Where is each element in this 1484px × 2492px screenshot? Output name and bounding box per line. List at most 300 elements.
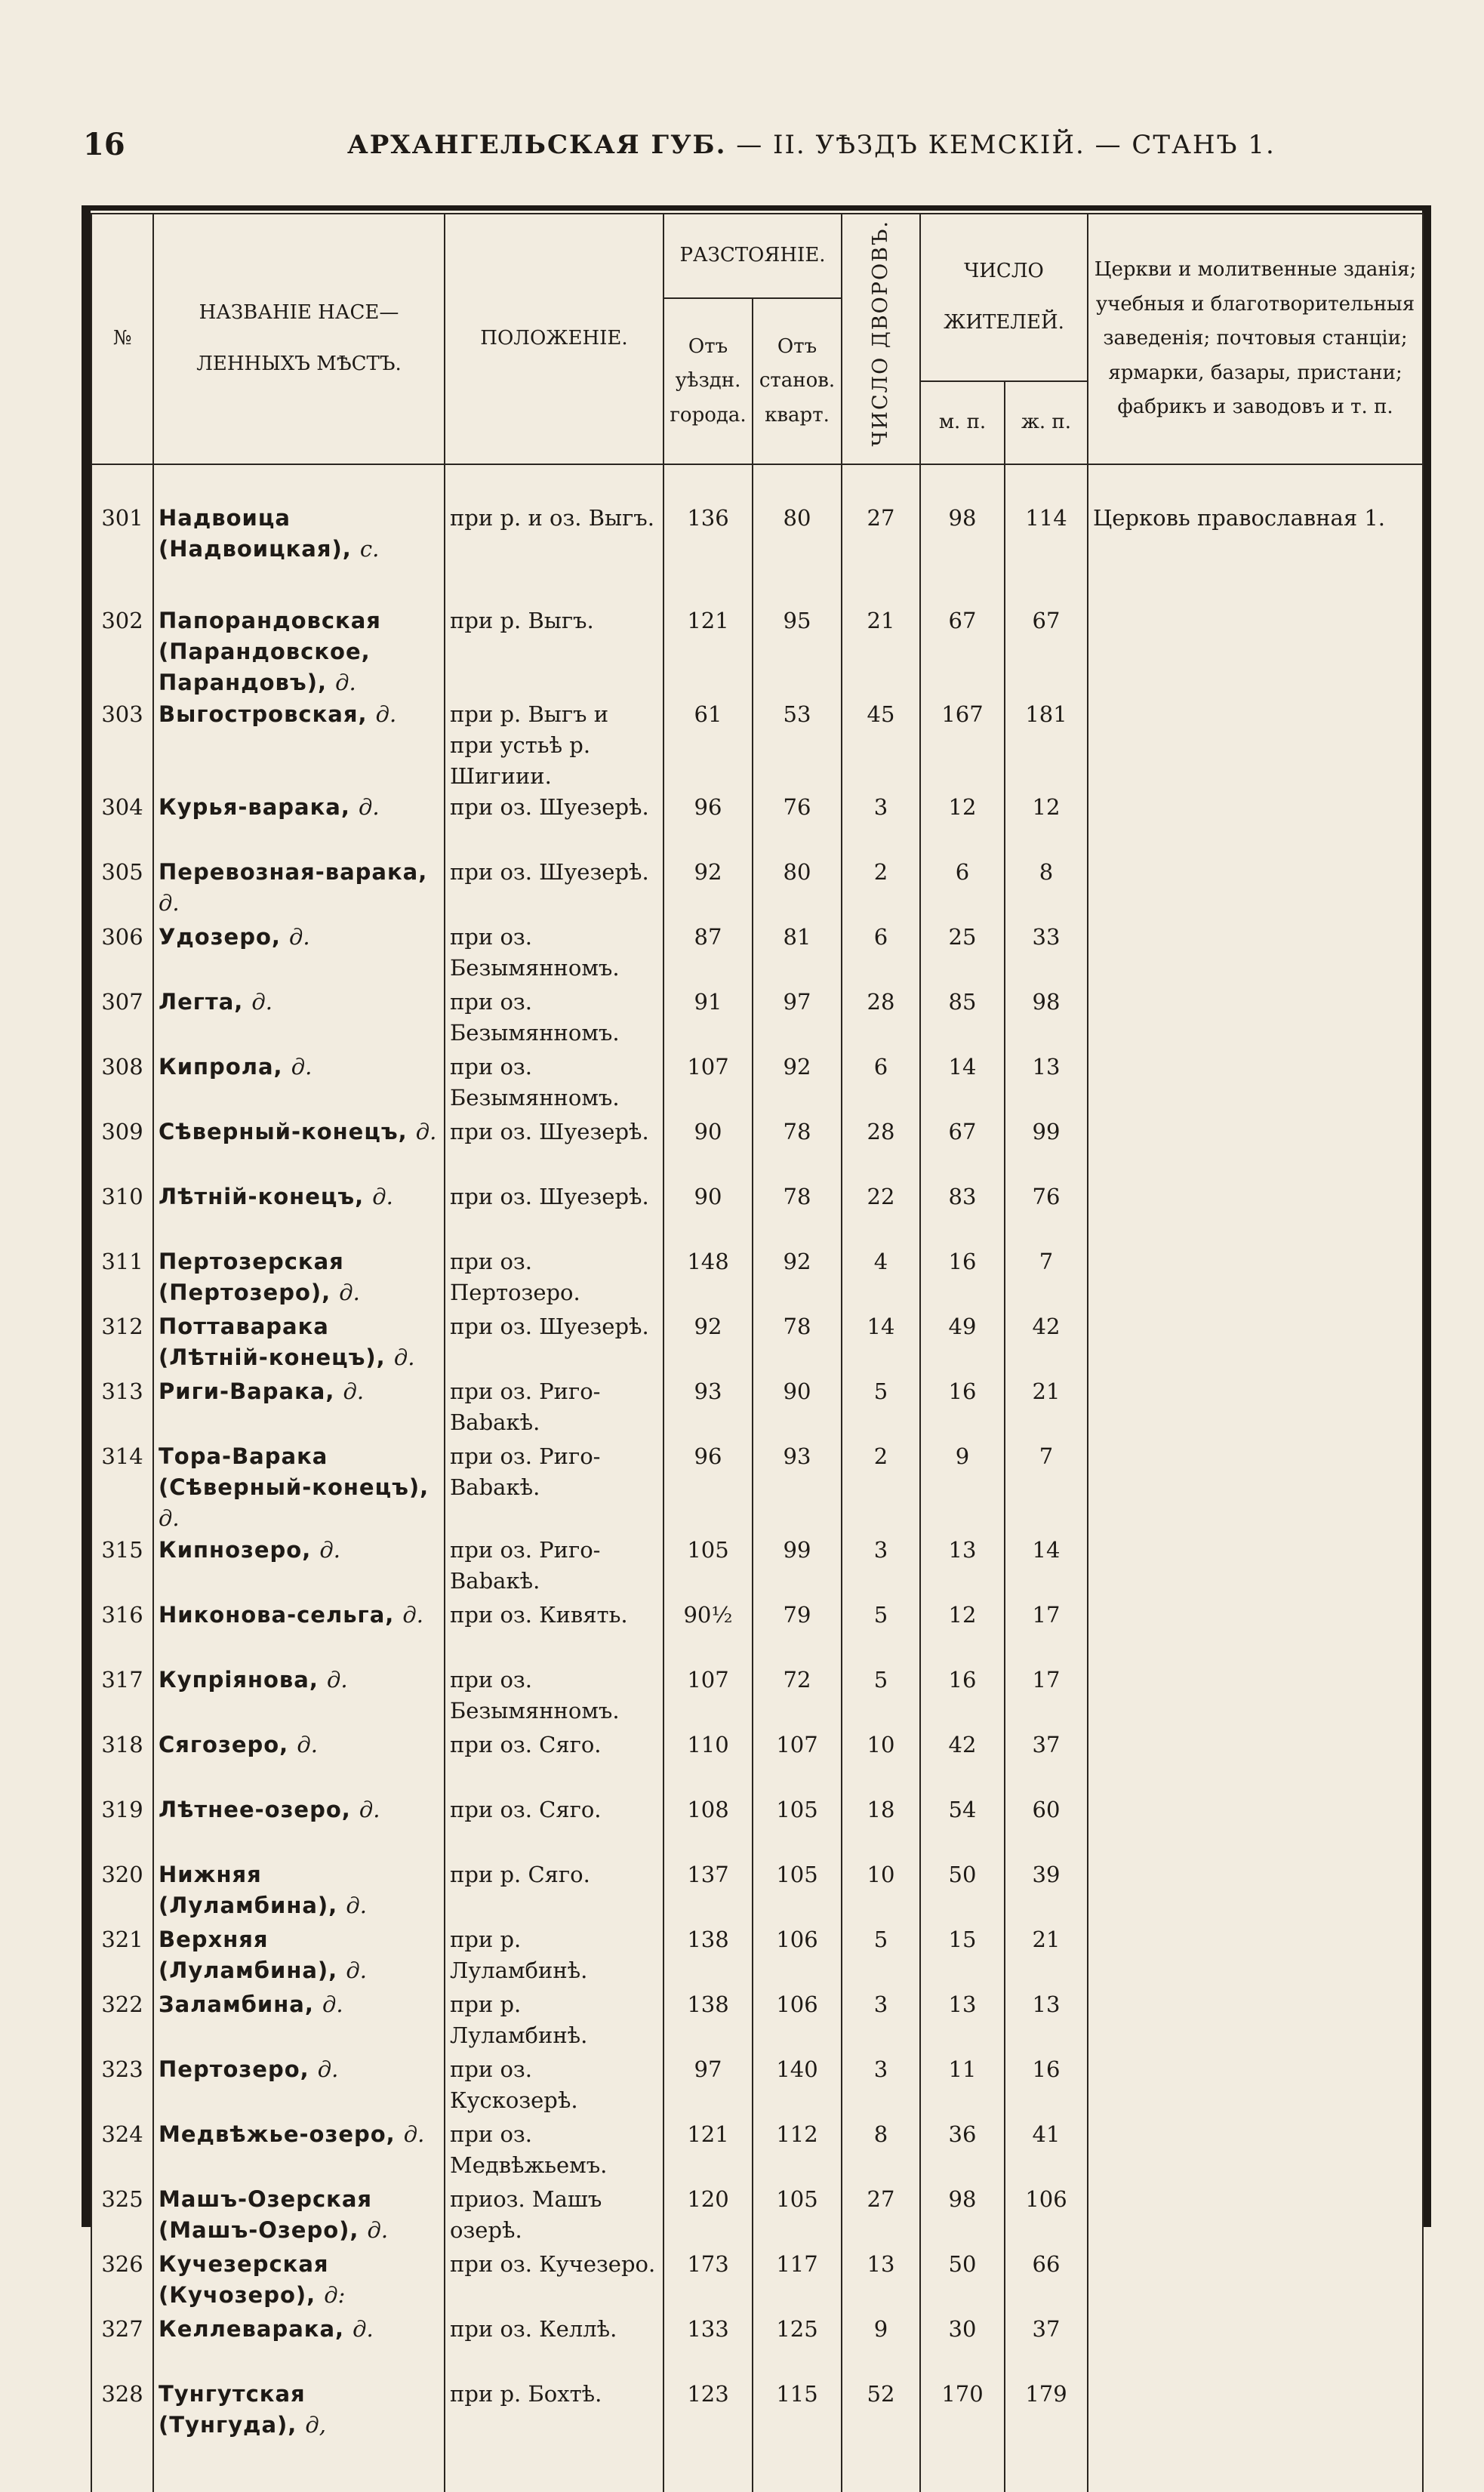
male-count: 16 bbox=[920, 1246, 1005, 1311]
male-count: 14 bbox=[920, 1052, 1005, 1117]
female-count: 7 bbox=[1005, 1246, 1088, 1311]
male-count: 13 bbox=[920, 1535, 1005, 1600]
female-count: 76 bbox=[1005, 1181, 1088, 1246]
settlement-type: д. bbox=[159, 890, 180, 916]
female-count: 21 bbox=[1005, 1924, 1088, 1989]
institutions: Церковь православная 1. bbox=[1088, 464, 1423, 605]
distance-from-camp: 112 bbox=[753, 2119, 842, 2184]
settlement-position: при оз. Кивять. bbox=[445, 1600, 663, 1665]
settlement-name-text: Легта, bbox=[159, 989, 244, 1015]
settlement-position: при оз. Сяго. bbox=[445, 1730, 663, 1794]
male-count: 98 bbox=[920, 2184, 1005, 2249]
table-row bbox=[91, 1311, 1423, 1376]
institutions bbox=[1088, 857, 1423, 922]
settlement-type: д. bbox=[402, 1601, 424, 1628]
institutions bbox=[1088, 1989, 1423, 2054]
table-row bbox=[91, 1600, 1423, 1665]
settlement-type: д: bbox=[324, 2281, 346, 2308]
row-number: 322 bbox=[91, 1989, 153, 2054]
distance-from-city: 97 bbox=[663, 2054, 753, 2119]
table-row bbox=[91, 1859, 1423, 1924]
col-households-header bbox=[842, 214, 920, 464]
settlement-name bbox=[153, 1924, 445, 1989]
distance-from-camp: 107 bbox=[753, 1730, 842, 1794]
row-number: 313 bbox=[91, 1376, 153, 1441]
settlement-name bbox=[153, 605, 445, 699]
institutions bbox=[1088, 1376, 1423, 1441]
households-count: 5 bbox=[842, 1376, 920, 1441]
settlement-name bbox=[153, 1311, 445, 1376]
female-count: 21 bbox=[1005, 1376, 1088, 1441]
row-number: 324 bbox=[91, 2119, 153, 2184]
institutions bbox=[1088, 1181, 1423, 1246]
settlement-name-text: Машъ-Озерская (Машъ-Озеро), bbox=[159, 2186, 373, 2243]
table-row bbox=[91, 1730, 1423, 1794]
distance-from-city: 148 bbox=[663, 1246, 753, 1311]
settlement-name-text: Келлеварака, bbox=[159, 2315, 345, 2342]
settlement-position: при р. Сяго. bbox=[445, 1859, 663, 1924]
table-row bbox=[91, 1441, 1423, 1535]
table-row bbox=[91, 699, 1423, 793]
col-inhabitants-line-1: ЧИСЛО bbox=[964, 260, 1044, 283]
settlement-name-text: Никонова-сельга, bbox=[159, 1601, 395, 1628]
distance-from-city: 61 bbox=[663, 699, 753, 793]
households-count: 5 bbox=[842, 1665, 920, 1730]
institutions bbox=[1088, 792, 1423, 857]
settlement-name-text: Тунгутская (Тунгуда), bbox=[159, 2380, 306, 2438]
settlement-position: при оз. Шуезерѣ. bbox=[445, 1117, 663, 1181]
settlement-type: д. bbox=[291, 1054, 313, 1080]
female-count: 13 bbox=[1005, 1989, 1088, 2054]
distance-from-city: 96 bbox=[663, 1441, 753, 1535]
male-count: 50 bbox=[920, 2249, 1005, 2314]
settlement-position: при оз. Безымянномъ. bbox=[445, 1052, 663, 1117]
settlement-name bbox=[153, 2249, 445, 2314]
dist-camp-line-3: кварт. bbox=[765, 403, 830, 427]
row-number: 319 bbox=[91, 1794, 153, 1859]
male-count: 67 bbox=[920, 605, 1005, 699]
institutions bbox=[1088, 1665, 1423, 1730]
female-count: 17 bbox=[1005, 1665, 1088, 1730]
row-number: 316 bbox=[91, 1600, 153, 1665]
institutions bbox=[1088, 2249, 1423, 2314]
settlement-name bbox=[153, 464, 445, 605]
households-count: 13 bbox=[842, 2249, 920, 2314]
table-row bbox=[91, 2119, 1423, 2184]
female-count: 7 bbox=[1005, 1441, 1088, 1535]
institutions bbox=[1088, 605, 1423, 699]
settlement-name bbox=[153, 1181, 445, 1246]
distance-from-city: 87 bbox=[663, 922, 753, 987]
institutions bbox=[1088, 2379, 1423, 2492]
dist-city-line-1: Отъ bbox=[688, 334, 728, 358]
institutions bbox=[1088, 1859, 1423, 1924]
col-number-header: № bbox=[91, 214, 153, 464]
distance-from-city: 107 bbox=[663, 1052, 753, 1117]
households-count: 10 bbox=[842, 1730, 920, 1794]
distance-from-camp: 79 bbox=[753, 1600, 842, 1665]
distance-from-camp: 125 bbox=[753, 2314, 842, 2379]
female-count: 106 bbox=[1005, 2184, 1088, 2249]
running-title-province: АРХАНГЕЛЬСКАЯ ГУБ. bbox=[347, 130, 727, 160]
settlement-position: при оз. Медвѣжьемъ. bbox=[445, 2119, 663, 2184]
households-count: 14 bbox=[842, 1311, 920, 1376]
institutions bbox=[1088, 1600, 1423, 1665]
male-count: 12 bbox=[920, 1600, 1005, 1665]
male-count: 36 bbox=[920, 2119, 1005, 2184]
row-number: 327 bbox=[91, 2314, 153, 2379]
distance-from-camp: 90 bbox=[753, 1376, 842, 1441]
institutions bbox=[1088, 2054, 1423, 2119]
distance-from-camp: 105 bbox=[753, 2184, 842, 2249]
table-row bbox=[91, 1246, 1423, 1311]
male-count: 85 bbox=[920, 987, 1005, 1052]
table-row bbox=[91, 1052, 1423, 1117]
table-row bbox=[91, 1117, 1423, 1181]
households-count: 3 bbox=[842, 1535, 920, 1600]
settlement-name-text: Кучезерская (Кучозеро), bbox=[159, 2250, 329, 2308]
settlement-name bbox=[153, 699, 445, 793]
institutions bbox=[1088, 1535, 1423, 1600]
settlement-name bbox=[153, 792, 445, 857]
male-count: 167 bbox=[920, 699, 1005, 793]
distance-from-camp: 78 bbox=[753, 1117, 842, 1181]
row-number: 325 bbox=[91, 2184, 153, 2249]
table-row bbox=[91, 464, 1423, 605]
distance-from-camp: 115 bbox=[753, 2379, 842, 2492]
male-count: 11 bbox=[920, 2054, 1005, 2119]
running-title bbox=[347, 130, 1276, 160]
col-name-header bbox=[153, 214, 445, 464]
settlement-position: при оз. Шуезерѣ. bbox=[445, 1311, 663, 1376]
male-count: 42 bbox=[920, 1730, 1005, 1794]
settlement-type: д. bbox=[415, 1119, 437, 1145]
table-row bbox=[91, 605, 1423, 699]
institutions bbox=[1088, 1246, 1423, 1311]
settlement-position: при оз. Безымянномъ. bbox=[445, 922, 663, 987]
distance-from-camp: 92 bbox=[753, 1246, 842, 1311]
row-number: 310 bbox=[91, 1181, 153, 1246]
settlement-name bbox=[153, 1730, 445, 1794]
institutions bbox=[1088, 1311, 1423, 1376]
distance-from-city: 92 bbox=[663, 1311, 753, 1376]
settlement-type: д. bbox=[346, 1957, 367, 1983]
settlement-position: при оз. Безымянномъ. bbox=[445, 1665, 663, 1730]
settlement-position: при оз. Риго-Babакѣ. bbox=[445, 1535, 663, 1600]
table-row bbox=[91, 1181, 1423, 1246]
settlement-name-text: Перевозная-варака, bbox=[159, 859, 428, 886]
settlement-type: д. bbox=[353, 2315, 374, 2342]
table-row bbox=[91, 1924, 1423, 1989]
male-count: 15 bbox=[920, 1924, 1005, 1989]
row-number: 328 bbox=[91, 2379, 153, 2492]
households-count: 21 bbox=[842, 605, 920, 699]
row-number: 301 bbox=[91, 464, 153, 605]
settlement-name-text: Риги-Варака, bbox=[159, 1378, 335, 1405]
row-number: 304 bbox=[91, 792, 153, 857]
male-count: 170 bbox=[920, 2379, 1005, 2492]
male-count: 30 bbox=[920, 2314, 1005, 2379]
households-count: 6 bbox=[842, 922, 920, 987]
settlement-name bbox=[153, 922, 445, 987]
settlement-type: д. bbox=[289, 924, 310, 950]
institutions bbox=[1088, 2184, 1423, 2249]
settlement-name-text: Верхняя (Луламбина), bbox=[159, 1926, 338, 1983]
households-count: 28 bbox=[842, 1117, 920, 1181]
settlement-name bbox=[153, 1794, 445, 1859]
female-count: 181 bbox=[1005, 699, 1088, 793]
settlement-position: при оз. Риго-Babакѣ. bbox=[445, 1376, 663, 1441]
settlement-type: д. bbox=[375, 701, 397, 727]
distance-from-camp: 93 bbox=[753, 1441, 842, 1535]
distance-from-city: 123 bbox=[663, 2379, 753, 2492]
male-count: 16 bbox=[920, 1376, 1005, 1441]
settlement-name bbox=[153, 2119, 445, 2184]
page-number: 16 bbox=[83, 127, 125, 162]
table-row bbox=[91, 2184, 1423, 2249]
female-count: 37 bbox=[1005, 2314, 1088, 2379]
col-name-line-2: ЛЕННЫХЪ МѢСТЪ. bbox=[196, 353, 402, 375]
institutions bbox=[1088, 699, 1423, 793]
row-number: 315 bbox=[91, 1535, 153, 1600]
settlement-name bbox=[153, 857, 445, 922]
settlement-name-text: Удозеро, bbox=[159, 924, 281, 950]
households-count: 3 bbox=[842, 1989, 920, 2054]
table-row bbox=[91, 987, 1423, 1052]
settlement-name-text: Папорандовская (Парандовское, Парандовъ), bbox=[159, 608, 381, 696]
settlement-name-text: Сѣверный-конецъ, bbox=[159, 1119, 408, 1145]
distance-from-city: 173 bbox=[663, 2249, 753, 2314]
distance-from-camp: 78 bbox=[753, 1181, 842, 1246]
col-institutions-header: Церкви и молитвенные зданія; учебныя и благотворительныя заведенія; почтовыя станціи; ярмарки, базары, пристани; фабрикъ и заводовъ и т. п. bbox=[1088, 214, 1423, 464]
households-count: 5 bbox=[842, 1924, 920, 1989]
settlement-type: д. bbox=[317, 2056, 339, 2082]
distance-from-camp: 80 bbox=[753, 857, 842, 922]
female-count: 114 bbox=[1005, 464, 1088, 605]
settlement-type: д, bbox=[305, 2411, 327, 2438]
settlement-name-text: Надвоица (Надвоицкая), bbox=[159, 505, 352, 562]
female-count: 39 bbox=[1005, 1859, 1088, 1924]
male-count: 12 bbox=[920, 792, 1005, 857]
settlement-position: при оз. Шуезерѣ. bbox=[445, 792, 663, 857]
settlement-position: при оз. Кучезеро. bbox=[445, 2249, 663, 2314]
households-count: 3 bbox=[842, 2054, 920, 2119]
col-distance-city-header bbox=[663, 298, 753, 464]
table-row bbox=[91, 2314, 1423, 2379]
settlement-name-text: Кипрола, bbox=[159, 1054, 283, 1080]
female-count: 12 bbox=[1005, 792, 1088, 857]
row-number: 306 bbox=[91, 922, 153, 987]
distance-from-city: 133 bbox=[663, 2314, 753, 2379]
settlement-name-text: Заламбина, bbox=[159, 1991, 314, 2017]
distance-from-city: 90½ bbox=[663, 1600, 753, 1665]
row-number: 307 bbox=[91, 987, 153, 1052]
settlement-type: д. bbox=[367, 2216, 389, 2243]
female-count: 42 bbox=[1005, 1311, 1088, 1376]
row-number: 314 bbox=[91, 1441, 153, 1535]
distance-from-camp: 140 bbox=[753, 2054, 842, 2119]
settlement-position: при оз. Кускозерѣ. bbox=[445, 2054, 663, 2119]
settlement-position: при р. Луламбинѣ. bbox=[445, 1924, 663, 1989]
row-number: 308 bbox=[91, 1052, 153, 1117]
row-number: 320 bbox=[91, 1859, 153, 1924]
male-count: 6 bbox=[920, 857, 1005, 922]
table-row bbox=[91, 2054, 1423, 2119]
distance-from-city: 121 bbox=[663, 605, 753, 699]
female-count: 13 bbox=[1005, 1052, 1088, 1117]
institutions bbox=[1088, 2314, 1423, 2379]
households-count: 45 bbox=[842, 699, 920, 793]
households-count: 52 bbox=[842, 2379, 920, 2492]
settlement-name bbox=[153, 2379, 445, 2492]
households-count: 4 bbox=[842, 1246, 920, 1311]
distance-from-city: 107 bbox=[663, 1665, 753, 1730]
dist-camp-line-2: станов. bbox=[759, 369, 836, 393]
distance-from-city: 138 bbox=[663, 1989, 753, 2054]
distance-from-city: 137 bbox=[663, 1859, 753, 1924]
settlement-type: д. bbox=[359, 1796, 380, 1822]
male-count: 50 bbox=[920, 1859, 1005, 1924]
distance-from-camp: 95 bbox=[753, 605, 842, 699]
male-count: 13 bbox=[920, 1989, 1005, 2054]
distance-from-camp: 105 bbox=[753, 1794, 842, 1859]
distance-from-camp: 117 bbox=[753, 2249, 842, 2314]
settlement-position: при оз. Шуезерѣ. bbox=[445, 857, 663, 922]
distance-from-city: 105 bbox=[663, 1535, 753, 1600]
settlement-position: при оз. Шуезерѣ. bbox=[445, 1181, 663, 1246]
settlement-position: при р. Луламбинѣ. bbox=[445, 1989, 663, 2054]
settlement-type: д. bbox=[251, 989, 273, 1015]
households-count: 18 bbox=[842, 1794, 920, 1859]
table-body bbox=[91, 464, 1423, 2492]
institutions bbox=[1088, 2119, 1423, 2184]
households-count: 9 bbox=[842, 2314, 920, 2379]
female-count: 17 bbox=[1005, 1600, 1088, 1665]
settlement-name-text: Поттаварака (Лѣтній-конецъ), bbox=[159, 1314, 386, 1371]
table-row bbox=[91, 857, 1423, 922]
female-count: 179 bbox=[1005, 2379, 1088, 2492]
row-number: 323 bbox=[91, 2054, 153, 2119]
settlement-name bbox=[153, 1117, 445, 1181]
settlement-name-text: Медвѣжье-озеро, bbox=[159, 2121, 396, 2147]
female-count: 16 bbox=[1005, 2054, 1088, 2119]
col-position-header: ПОЛОЖЕНІЕ. bbox=[445, 214, 663, 464]
settlement-name-text: Пертозеро, bbox=[159, 2056, 309, 2082]
distance-from-camp: 76 bbox=[753, 792, 842, 857]
settlement-type: д. bbox=[159, 1505, 180, 1532]
row-number: 303 bbox=[91, 699, 153, 793]
settlement-type: д. bbox=[297, 1731, 318, 1757]
settlement-name-text: Лѣтнее-озеро, bbox=[159, 1796, 351, 1822]
col-name-line-1: НАЗВАНІЕ НАСЕ— bbox=[199, 301, 399, 325]
settlement-name bbox=[153, 1859, 445, 1924]
distance-from-camp: 72 bbox=[753, 1665, 842, 1730]
male-count: 83 bbox=[920, 1181, 1005, 1246]
female-count: 37 bbox=[1005, 1730, 1088, 1794]
settlement-position: при оз. Безымянномъ. bbox=[445, 987, 663, 1052]
settlement-name-text: Лѣтній-конецъ, bbox=[159, 1184, 365, 1210]
households-count: 22 bbox=[842, 1181, 920, 1246]
female-count: 8 bbox=[1005, 857, 1088, 922]
female-count: 33 bbox=[1005, 922, 1088, 987]
settlement-name-text: Нижняя (Луламбина), bbox=[159, 1861, 338, 1918]
settlement-name bbox=[153, 1246, 445, 1311]
distance-from-city: 121 bbox=[663, 2119, 753, 2184]
settlement-name bbox=[153, 2054, 445, 2119]
institutions bbox=[1088, 1794, 1423, 1859]
distance-from-city: 91 bbox=[663, 987, 753, 1052]
col-distance-header: РАЗСТОЯНІЕ. bbox=[663, 214, 842, 298]
row-number: 311 bbox=[91, 1246, 153, 1311]
settlement-name-text: Выгостровская, bbox=[159, 701, 368, 727]
settlement-type: д. bbox=[326, 1666, 348, 1693]
running-title-district: — II. УѢЗДЪ КЕМСКІЙ. — СТАНЪ 1. bbox=[726, 130, 1276, 160]
settlement-name bbox=[153, 1535, 445, 1600]
distance-from-city: 90 bbox=[663, 1117, 753, 1181]
col-male-header: м. п. bbox=[920, 381, 1005, 464]
distance-from-city: 93 bbox=[663, 1376, 753, 1441]
distance-from-camp: 97 bbox=[753, 987, 842, 1052]
institutions bbox=[1088, 1924, 1423, 1989]
settlement-name-text: Сягозеро, bbox=[159, 1731, 289, 1757]
settlement-position: при оз. Сяго. bbox=[445, 1794, 663, 1859]
settlement-name-text: Курья-варака, bbox=[159, 794, 350, 821]
settlement-type: с. bbox=[359, 536, 380, 562]
settlement-position: приоз. Машъ озерѣ. bbox=[445, 2184, 663, 2249]
table-row bbox=[91, 1989, 1423, 2054]
row-number: 302 bbox=[91, 605, 153, 699]
male-count: 25 bbox=[920, 922, 1005, 987]
settlement-type: д. bbox=[346, 1892, 367, 1918]
row-number: 321 bbox=[91, 1924, 153, 1989]
settlement-type: д. bbox=[322, 1991, 343, 2017]
distance-from-city: 120 bbox=[663, 2184, 753, 2249]
row-number: 326 bbox=[91, 2249, 153, 2314]
settlement-name bbox=[153, 1052, 445, 1117]
households-count: 8 bbox=[842, 2119, 920, 2184]
settlement-position: при оз. Пертозеро. bbox=[445, 1246, 663, 1311]
institutions bbox=[1088, 1441, 1423, 1535]
settlement-position: при р. Выгъ. bbox=[445, 605, 663, 699]
male-count: 98 bbox=[920, 464, 1005, 605]
distance-from-camp: 106 bbox=[753, 1989, 842, 2054]
settlement-type: д. bbox=[319, 1536, 340, 1563]
households-count: 2 bbox=[842, 857, 920, 922]
settlement-type: д. bbox=[403, 2121, 425, 2147]
table-row bbox=[91, 1535, 1423, 1600]
female-count: 41 bbox=[1005, 2119, 1088, 2184]
table-row bbox=[91, 2379, 1423, 2492]
distance-from-city: 90 bbox=[663, 1181, 753, 1246]
distance-from-camp: 80 bbox=[753, 464, 842, 605]
male-count: 16 bbox=[920, 1665, 1005, 1730]
table-row bbox=[91, 922, 1423, 987]
female-count: 14 bbox=[1005, 1535, 1088, 1600]
households-count: 2 bbox=[842, 1441, 920, 1535]
row-number: 312 bbox=[91, 1311, 153, 1376]
distance-from-city: 136 bbox=[663, 464, 753, 605]
households-count: 6 bbox=[842, 1052, 920, 1117]
institutions bbox=[1088, 1730, 1423, 1794]
distance-from-camp: 53 bbox=[753, 699, 842, 793]
table-row bbox=[91, 1376, 1423, 1441]
settlement-name-text: Купріянова, bbox=[159, 1666, 319, 1693]
row-number: 309 bbox=[91, 1117, 153, 1181]
settlement-type: д. bbox=[393, 1345, 415, 1371]
female-count: 67 bbox=[1005, 605, 1088, 699]
distance-from-city: 92 bbox=[663, 857, 753, 922]
households-count: 27 bbox=[842, 464, 920, 605]
